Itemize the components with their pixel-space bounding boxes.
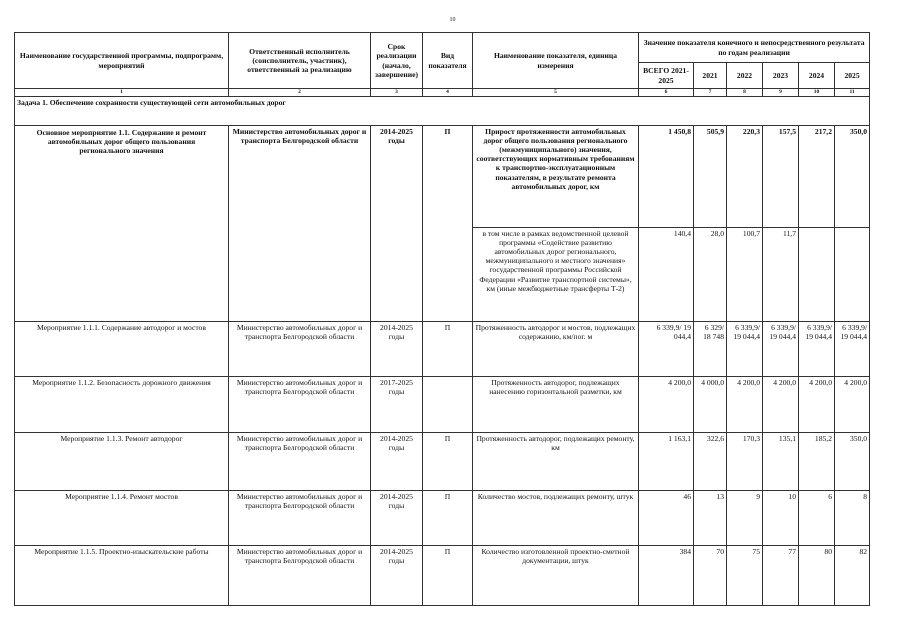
header-year: 2025 — [835, 63, 870, 89]
event-period: 2014-2025 годы — [371, 433, 423, 491]
value-cell: 6 339,9/ 19 044,4 — [639, 322, 694, 377]
col-number: 1 — [15, 89, 229, 97]
event-period: 2014-2025 годы — [371, 322, 423, 377]
value-cell: 6 — [799, 491, 835, 546]
header-total: ВСЕГО 2021-2025 — [639, 63, 694, 89]
header-year: 2022 — [727, 63, 763, 89]
event-type: П — [423, 491, 473, 546]
col-number: 9 — [763, 89, 799, 97]
value-cell: 1 450,8 — [639, 126, 694, 228]
col-number: 8 — [727, 89, 763, 97]
event-name: Мероприятие 1.1.2. Безопасность дорожного движения — [15, 377, 229, 433]
event-indicator: Протяженность автодорог и мостов, подлежащих содержанию, км/пог. м — [473, 322, 639, 377]
value-cell: 350,0 — [835, 126, 870, 228]
col-number: 5 — [473, 89, 639, 97]
value-cell: 10 — [763, 491, 799, 546]
header-year: 2021 — [694, 63, 727, 89]
value-cell — [835, 228, 870, 322]
event-row — [15, 491, 870, 546]
column-numbers-row — [15, 89, 870, 97]
header-col4: Вид показателя — [423, 33, 473, 89]
event-executor: Министерство автомобильных дорог и транспорта Белгородской области — [229, 491, 371, 546]
event-name: Мероприятие 1.1.4. Ремонт мостов — [15, 491, 229, 546]
event-period: 2014-2025 годы — [371, 546, 423, 606]
value-cell: 4 200,0 — [763, 377, 799, 433]
event-indicator: Протяженность автодорог, подлежащих ремонту, км — [473, 433, 639, 491]
value-cell: 9 — [727, 491, 763, 546]
value-cell: 140,4 — [639, 228, 694, 322]
main-event-period: 2014-2025 годы — [371, 126, 423, 322]
indicators-table — [14, 32, 870, 606]
value-cell: 505,9 — [694, 126, 727, 228]
value-cell: 46 — [639, 491, 694, 546]
value-cell: 4 200,0 — [727, 377, 763, 433]
header-year: 2024 — [799, 63, 835, 89]
header-col5: Наименование показателя, единица измерения — [473, 33, 639, 89]
value-cell: 80 — [799, 546, 835, 606]
value-cell: 6 339,9/ 19 044,4 — [727, 322, 763, 377]
value-cell: 350,0 — [835, 433, 870, 491]
event-type: П — [423, 546, 473, 606]
value-cell: 28,0 — [694, 228, 727, 322]
value-cell: 185,2 — [799, 433, 835, 491]
header-year: 2023 — [763, 63, 799, 89]
header-row-1 — [15, 33, 870, 63]
value-cell — [799, 228, 835, 322]
event-period: 2017-2025 годы — [371, 377, 423, 433]
value-cell: 6 339,9/ 19 044,4 — [799, 322, 835, 377]
header-col3: Срок реализации (начало, завершение) — [371, 33, 423, 89]
task-row — [15, 97, 870, 126]
main-event-row — [15, 126, 870, 228]
main-event-sub-indicator: в том числе в рамках ведомственной целевой программы «Содействие развитию автомобильных дорог регионального, межмуниципального и местного значения» государственной программы Российской Федерации «Развитие транспортной системы», км (иные межбюджетные трансферты Т-2) — [473, 228, 639, 322]
col-number: 11 — [835, 89, 870, 97]
value-cell: 6 329/ 18 748 — [694, 322, 727, 377]
col-number: 10 — [799, 89, 835, 97]
header-values-group: Значение показателя конечного и непосредственного результата по годам реализации — [639, 33, 870, 63]
task-title: Задача 1. Обеспечение сохранности существующей сети автомобильных дорог — [15, 97, 870, 126]
value-cell: 4 200,0 — [835, 377, 870, 433]
value-cell: 70 — [694, 546, 727, 606]
value-cell: 220,3 — [727, 126, 763, 228]
header-col2: Ответственный исполнитель (соисполнитель, участник), ответственный за реализацию — [229, 33, 371, 89]
value-cell: 77 — [763, 546, 799, 606]
value-cell: 4 200,0 — [639, 377, 694, 433]
col-number: 6 — [639, 89, 694, 97]
event-row — [15, 433, 870, 491]
event-indicator: Количество мостов, подлежащих ремонту, штук — [473, 491, 639, 546]
col-number: 4 — [423, 89, 473, 97]
value-cell: 11,7 — [763, 228, 799, 322]
event-indicator: Количество изготовленной проектно-сметной документации, штук — [473, 546, 639, 606]
value-cell: 217,2 — [799, 126, 835, 228]
value-cell: 4 200,0 — [799, 377, 835, 433]
event-type — [423, 377, 473, 433]
event-row — [15, 546, 870, 606]
event-type: П — [423, 322, 473, 377]
value-cell: 1 163,1 — [639, 433, 694, 491]
header-col1: Наименование государственной программы, подпрограмм, мероприятий — [15, 33, 229, 89]
page-number: 10 — [449, 17, 456, 23]
event-type: П — [423, 433, 473, 491]
event-name: Мероприятие 1.1.1. Содержание автодорог и мостов — [15, 322, 229, 377]
value-cell: 4 000,0 — [694, 377, 727, 433]
event-row — [15, 322, 870, 377]
event-indicator: Протяженность автодорог, подлежащих нанесению горизонтальной разметки, км — [473, 377, 639, 433]
value-cell: 384 — [639, 546, 694, 606]
event-executor: Министерство автомобильных дорог и транспорта Белгородской области — [229, 433, 371, 491]
value-cell: 82 — [835, 546, 870, 606]
value-cell: 135,1 — [763, 433, 799, 491]
col-number: 2 — [229, 89, 371, 97]
col-number: 7 — [694, 89, 727, 97]
value-cell: 170,3 — [727, 433, 763, 491]
value-cell: 6 339,9/ 19 044,4 — [763, 322, 799, 377]
event-executor: Министерство автомобильных дорог и транспорта Белгородской области — [229, 546, 371, 606]
value-cell: 157,5 — [763, 126, 799, 228]
main-event-type: П — [423, 126, 473, 322]
main-event-executor: Министерство автомобильных дорог и транспорта Белгородской области — [229, 126, 371, 322]
event-name: Мероприятие 1.1.5. Проектно-изыскательские работы — [15, 546, 229, 606]
main-event-indicator: Прирост протяженности автомобильных дорог общего пользования регионального (межмуниципального) значения, соответствующих нормативным требованиям к транспортно-эксплуатационным показателям, в результате ремонта автомобильных дорог, км — [473, 126, 639, 228]
value-cell: 13 — [694, 491, 727, 546]
main-event-name: Основное мероприятие 1.1. Содержание и ремонт автомобильных дорог общего пользования регионального значения — [15, 126, 229, 322]
event-name: Мероприятие 1.1.3. Ремонт автодорог — [15, 433, 229, 491]
col-number: 3 — [371, 89, 423, 97]
value-cell: 322,6 — [694, 433, 727, 491]
event-period: 2014-2025 годы — [371, 491, 423, 546]
value-cell: 8 — [835, 491, 870, 546]
value-cell: 6 339,9/ 19 044,4 — [835, 322, 870, 377]
event-executor: Министерство автомобильных дорог и транспорта Белгородской области — [229, 377, 371, 433]
value-cell: 100,7 — [727, 228, 763, 322]
event-executor: Министерство автомобильных дорог и транспорта Белгородской области — [229, 322, 371, 377]
value-cell: 75 — [727, 546, 763, 606]
event-row — [15, 377, 870, 433]
